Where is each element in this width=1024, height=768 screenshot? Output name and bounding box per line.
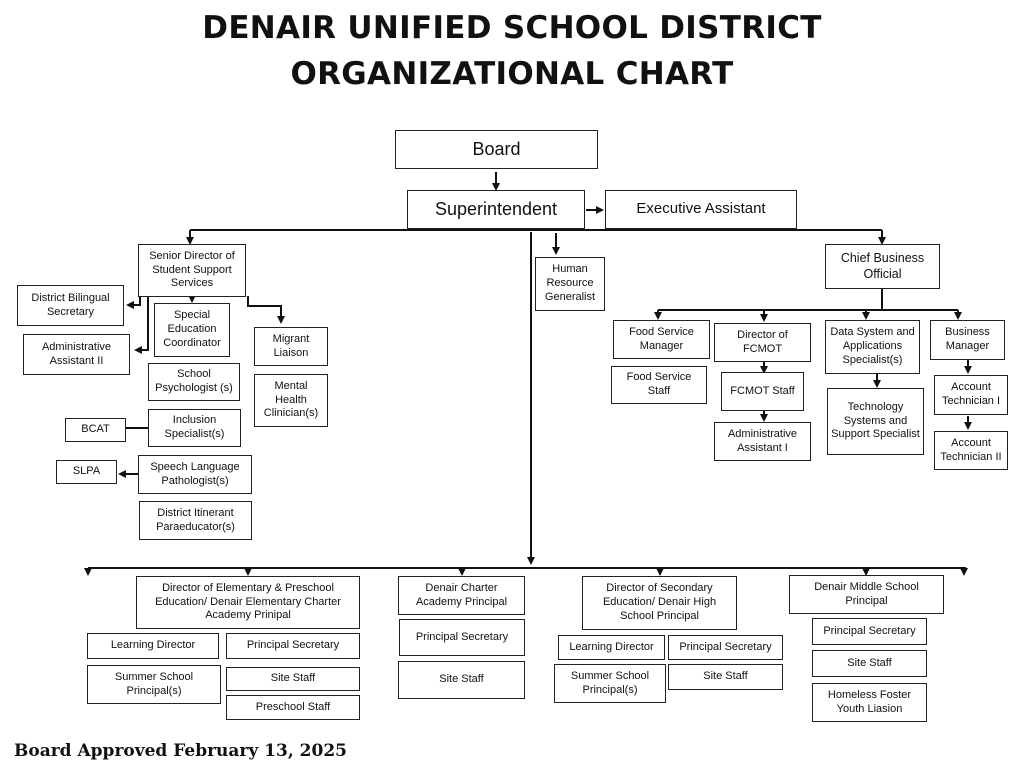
secondary-principal-secretary-box: Principal Secretary <box>668 635 783 660</box>
elementary-summer-school-box: Summer School Principal(s) <box>87 665 221 704</box>
hr-generalist-box: Human Resource Generalist <box>535 257 605 311</box>
elementary-director-box: Director of Elementary & Preschool Education/ Denair Elementary Charter Academy Prinipal <box>136 576 360 629</box>
middle-site-staff-box: Site Staff <box>812 650 927 677</box>
tech-support-box: Technology Systems and Support Specialist <box>827 388 924 455</box>
executive-assistant-box: Executive Assistant <box>605 190 797 229</box>
secondary-director-box: Director of Secondary Education/ Denair High School Principal <box>582 576 737 630</box>
secondary-site-staff-box: Site Staff <box>668 664 783 690</box>
senior-director-box: Senior Director of Student Support Services <box>138 244 246 297</box>
fcmot-staff-box: FCMOT Staff <box>721 372 804 411</box>
charter-site-staff-box: Site Staff <box>398 661 525 699</box>
sped-coordinator-box: Special Education Coordinator <box>154 303 230 357</box>
secondary-learning-director-box: Learning Director <box>558 635 665 660</box>
speech-pathologist-box: Speech Language Pathologist(s) <box>138 455 252 494</box>
chart-title-line1: DENAIR UNIFIED SCHOOL DISTRICT <box>202 10 822 46</box>
middle-principal-box: Denair Middle School Principal <box>789 575 944 614</box>
itinerant-paraeducator-box: District Itinerant Paraeducator(s) <box>139 501 252 540</box>
inclusion-specialists-box: Inclusion Specialist(s) <box>148 409 241 447</box>
board-box: Board <box>395 130 598 169</box>
admin-assistant-i-box: Administrative Assistant I <box>714 422 811 461</box>
mental-health-box: Mental Health Clinician(s) <box>254 374 328 427</box>
preschool-staff-box: Preschool Staff <box>226 695 360 720</box>
secondary-summer-school-box: Summer School Principal(s) <box>554 664 666 703</box>
bilingual-secretary-box: District Bilingual Secretary <box>17 285 124 326</box>
director-fcmot-box: Director of FCMOT <box>714 323 811 362</box>
board-approved-footer: Board Approved February 13, 2025 <box>14 741 347 761</box>
middle-principal-secretary-box: Principal Secretary <box>812 618 927 645</box>
elementary-learning-director-box: Learning Director <box>87 633 219 659</box>
slpa-box: SLPA <box>56 460 117 484</box>
superintendent-box: Superintendent <box>407 190 585 229</box>
cbo-box: Chief Business Official <box>825 244 940 289</box>
data-systems-box: Data System and Applications Specialist(s) <box>825 320 920 374</box>
account-tech-ii-box: Account Technician II <box>934 431 1008 470</box>
charter-principal-box: Denair Charter Academy Principal <box>398 576 525 615</box>
bcat-box: BCAT <box>65 418 126 442</box>
admin-assistant-ii-box: Administrative Assistant II <box>23 334 130 375</box>
food-service-staff-box: Food Service Staff <box>611 366 707 404</box>
elementary-site-staff-box: Site Staff <box>226 667 360 691</box>
charter-principal-secretary-box: Principal Secretary <box>399 619 525 656</box>
school-psychologist-box: School Psychologist (s) <box>148 363 240 401</box>
elementary-principal-secretary-box: Principal Secretary <box>226 633 360 659</box>
homeless-liaison-box: Homeless Foster Youth Liasion <box>812 683 927 722</box>
business-manager-box: Business Manager <box>930 320 1005 360</box>
migrant-liaison-box: Migrant Liaison <box>254 327 328 366</box>
account-tech-i-box: Account Technician I <box>934 375 1008 415</box>
food-service-manager-box: Food Service Manager <box>613 320 710 359</box>
chart-title-line2: ORGANIZATIONAL CHART <box>290 56 734 92</box>
